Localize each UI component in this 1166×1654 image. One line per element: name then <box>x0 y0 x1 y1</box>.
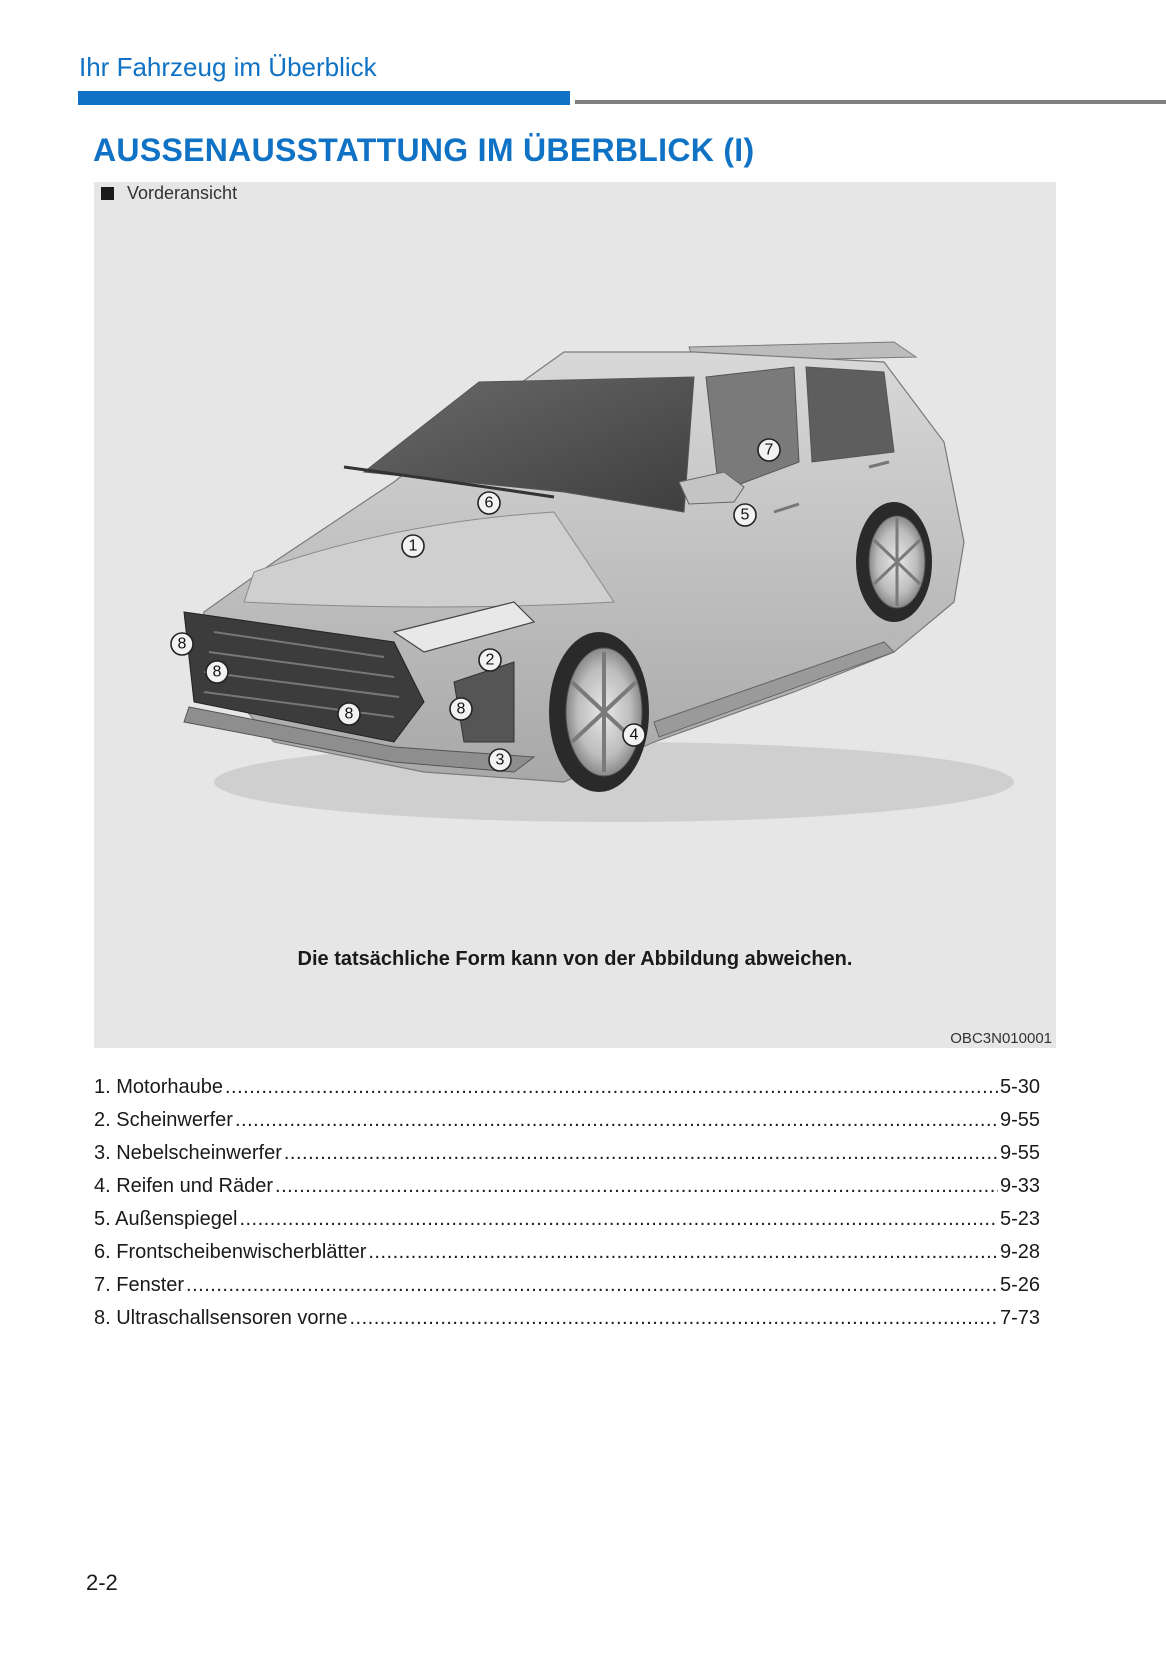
callout-8a <box>171 633 193 655</box>
hood <box>244 512 614 607</box>
legend-item <box>94 1208 1040 1241</box>
legend-item <box>94 1274 1040 1307</box>
legend-item <box>94 1076 1040 1109</box>
callout-3-label: 3 <box>495 751 505 769</box>
callout-8d-label: 8 <box>456 700 466 718</box>
callout-1-label: 1 <box>408 537 418 555</box>
car-illustration-panel <box>94 182 1056 1048</box>
legend-label: 8. Ultraschallsensoren vorne <box>94 1307 348 1329</box>
callout-7 <box>758 439 780 461</box>
callout-4 <box>623 724 645 746</box>
leader-dots <box>284 1142 998 1165</box>
legend-item <box>94 1241 1040 1274</box>
callout-8b-label: 8 <box>212 663 222 681</box>
legend-label: 6. Frontscheibenwischerblätter <box>94 1241 367 1263</box>
legend-page-ref: 5-23 <box>999 1208 1040 1230</box>
legend-page-ref: 7-73 <box>999 1307 1040 1329</box>
callout-3 <box>489 749 511 771</box>
callout-6-label: 6 <box>484 494 494 512</box>
legend-page-ref: 5-30 <box>999 1076 1040 1098</box>
callout-8c <box>338 703 360 725</box>
callout-4-label: 4 <box>629 726 639 744</box>
leader-dots <box>275 1175 998 1198</box>
header-accent-bar <box>78 91 570 105</box>
legend-page-ref: 9-33 <box>999 1175 1040 1197</box>
legend-item <box>94 1109 1040 1142</box>
leader-dots <box>225 1076 998 1099</box>
legend-page-ref: 5-26 <box>999 1274 1040 1296</box>
legend-label: 7. Fenster <box>94 1274 185 1296</box>
callout-6 <box>478 492 500 514</box>
component-legend <box>94 1076 1040 1340</box>
leader-dots <box>235 1109 998 1132</box>
legend-page-ref: 9-55 <box>999 1142 1040 1164</box>
callout-2 <box>479 649 501 671</box>
legend-item <box>94 1307 1040 1340</box>
legend-label: 5. Außenspiegel <box>94 1208 238 1230</box>
header-rule <box>575 100 1166 104</box>
page-number: 2-2 <box>86 1570 118 1595</box>
view-label-text: Vorderansicht <box>127 182 238 203</box>
legend-label: 3. Nebelscheinwerfer <box>94 1142 282 1164</box>
leader-dots <box>349 1307 998 1330</box>
callout-8b <box>206 661 228 683</box>
leader-dots <box>239 1208 998 1231</box>
leader-dots <box>368 1241 998 1264</box>
callout-2-label: 2 <box>485 651 495 669</box>
legend-item <box>94 1142 1040 1175</box>
legend-page-ref: 9-55 <box>999 1109 1040 1131</box>
callout-7-label: 7 <box>764 441 774 459</box>
figure-code: OBC3N010001 <box>950 1030 1052 1047</box>
page-title: AUSSENAUSSTATTUNG IM ÜBERBLICK (I) <box>93 132 755 168</box>
legend-item <box>94 1175 1040 1208</box>
callout-5-label: 5 <box>740 506 750 524</box>
legend-label: 4. Reifen und Räder <box>94 1175 274 1197</box>
callout-8a-label: 8 <box>177 635 187 653</box>
car-drawing <box>94 182 1056 942</box>
callout-1 <box>402 535 424 557</box>
legend-page-ref: 9-28 <box>999 1241 1040 1263</box>
legend-label: 2. Scheinwerfer <box>94 1109 233 1131</box>
legend-label: 1. Motorhaube <box>94 1076 223 1098</box>
figure-disclaimer: Die tatsächliche Form kann von der Abbildung abweichen. <box>297 948 853 970</box>
rear-side-window <box>806 367 894 462</box>
callout-5 <box>734 504 756 526</box>
section-header: Ihr Fahrzeug im Überblick <box>79 52 377 82</box>
callout-8c-label: 8 <box>344 705 354 723</box>
leader-dots <box>186 1274 998 1297</box>
callout-8d <box>450 698 472 720</box>
